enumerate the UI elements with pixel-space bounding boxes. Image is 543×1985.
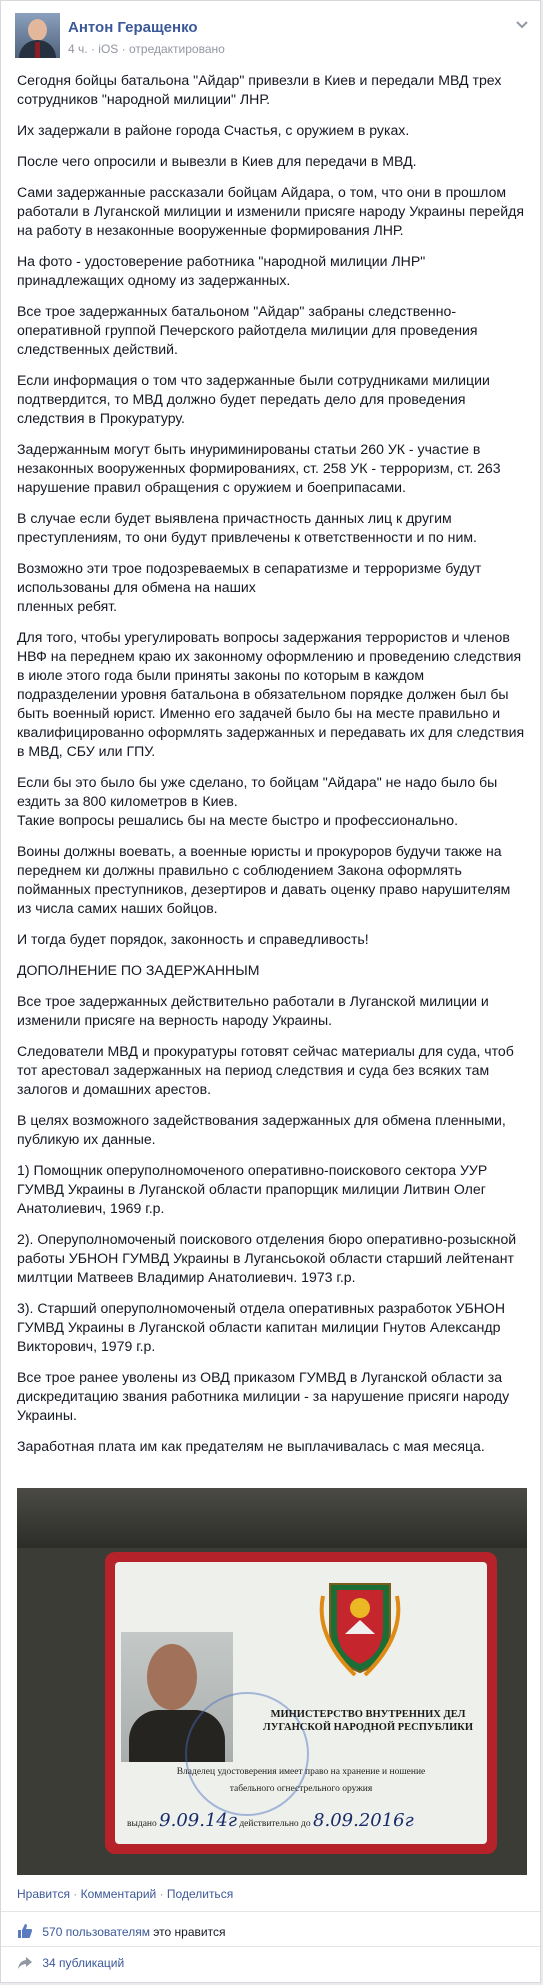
id-text-line: табельного огнестрельного оружия (229, 1784, 373, 1794)
valid-label: действительно до (239, 1819, 311, 1829)
id-text-line: Владелец удостоверения имеет право на хранение и ношение (176, 1767, 426, 1777)
like-button[interactable]: Нравится (17, 1887, 70, 1901)
shares-summary[interactable] (17, 1956, 124, 1970)
id-dates (127, 1810, 483, 1831)
valid-date: 8.09.2016г (313, 1810, 414, 1831)
id-card (105, 1552, 497, 1854)
post-paragraph: Если информация о том что задержанные были сотрудниками милиции подтвердится, то МВД должно будет передать дело для проведения следствия в Прокуратуру. (17, 372, 490, 426)
post-paragraph: Все трое задержанных батальоном "Айдар" забраны следственно-оперативной группой Печерского райотдела милиции для проведения следственных действий. (17, 303, 478, 357)
post-paragraph: Задержанным могут быть инуриминированы статьи 260 УК - участие в незаконных вооруженных формированиях, ст. 258 УК - терроризм, ст. 263 нарушение правил обращения с оружием и боеприпасами. (17, 441, 501, 495)
share-icon (17, 1956, 33, 1970)
likes-count[interactable]: 570 пользователям (42, 1925, 150, 1939)
share-button[interactable]: Поделиться (166, 1887, 234, 1901)
meta-separator: · (90, 42, 95, 56)
coat-of-arms-icon (315, 1576, 405, 1676)
chevron-down-icon[interactable] (514, 16, 530, 32)
comment-button[interactable]: Комментарий (80, 1887, 157, 1901)
ministry-title: МИНИСТЕРСТВО ВНУТРЕННИХ ДЕЛ ЛУГАНСКОЙ НАРОДНОЙ РЕСПУБЛИКИ (262, 1709, 474, 1733)
post-edited[interactable]: отредактировано (128, 42, 225, 56)
post-paragraph: Для того, чтобы урегулировать вопросы задержания террористов и членов НВФ на переднем краю их законному оформлению и проведению следствия в июле этого года были приняты законы по которым в каждом подразделении уровня батальона в обязательном порядке должен был бы быть военный юрист. Именно его задачей было бы на месте правильно и квалифицированно оформлять задержанных и передавать их для следствия в МВД, СБУ или ГПУ. (17, 629, 525, 759)
shares-count: 34 публикаций (42, 1956, 125, 1970)
action-separator: · (159, 1887, 164, 1901)
post-meta (68, 42, 225, 56)
post-device: iOS (98, 42, 119, 56)
post-paragraph: 3). Старший оперуполномоченый отдела оперативных разработок УБНОН ГУМВД Украины в Луганской области капитан милиции Гнутов Александр Викторович, 1979 г.р. (17, 1300, 506, 1354)
post-body (17, 71, 527, 1468)
post-paragraph: Если бы это было бы уже сделано, то бойцам "Айдара" не надо было бы ездить за 800 километров в Киев. Такие вопросы решались бы на месте быстро и профессионально. (17, 774, 498, 828)
issued-label: выдано (127, 1819, 157, 1829)
post-paragraph: Возможно эти трое подозреваемых в сепаратизме и терроризме будут использованы для обмена на наших пленных ребят. (17, 560, 482, 614)
post-paragraph: В случае если будет выявлена причастность данных лиц к другим преступлениям, то они будут привлечены к ответственности и по ним. (17, 510, 477, 545)
post-paragraph: И тогда будет порядок, законность и справедливость! (17, 931, 369, 947)
avatar[interactable] (15, 13, 60, 58)
post-paragraph: Все трое ранее уволены из ОВД приказом ГУМВД в Луганской области за дискредитацию звания работника милиции - за нарушение присяги народу Украины. (17, 1369, 510, 1423)
post-paragraph: Их задержали в районе города Счастья, с оружием в руках. (17, 122, 410, 138)
action-separator: · (73, 1887, 78, 1901)
likes-summary (17, 1923, 225, 1939)
post-paragraph: Сами задержанные рассказали бойцам Айдара, о том, что они в прошлом работали в Луганской милиции и изменили присяге народу Украины перейдя на работу в незаконные вооруженные формирования ЛНР. (17, 184, 524, 238)
post-paragraph: 1) Помощник оперуполномоченого оперативно-поискового сектора УУР ГУМВД Украины в Луганской области прапорщик милиции Литвин Олег Анатолиевич, 1969 г.р. (17, 1162, 488, 1216)
meta-separator: · (121, 42, 126, 56)
post-paragraph: Все трое задержанных действительно работали в Луганской милиции и изменили присяге на верность народу Украины. (17, 993, 489, 1028)
post-paragraph: Сегодня бойцы батальона "Айдар" привезли в Киев и передали МВД трех сотрудников "народной милиции" ЛНР. (17, 72, 502, 107)
post-paragraph: В целях возможного задействования задержанных для обмена пленными, публикую их данные. (17, 1112, 506, 1147)
post-header (15, 13, 530, 63)
post-time[interactable]: 4 ч. (68, 42, 88, 56)
likes-suffix: это нравится (153, 1925, 226, 1939)
divider (1, 1946, 540, 1947)
post-paragraph: ДОПОЛНЕНИЕ ПО ЗАДЕРЖАННЫМ (17, 962, 260, 978)
post-paragraph: После чего опросили и вывезли в Киев для передачи в МВД. (17, 153, 417, 169)
post-actions (17, 1887, 233, 1901)
author-name[interactable]: Антон Геращенко (68, 19, 198, 36)
post-paragraph: Заработная плата им как предателям не выплачивалась с мая месяца. (17, 1438, 485, 1454)
issued-date: 9.09.14г (159, 1810, 237, 1831)
post-paragraph: Воины должны воевать, а военные юристы и прокуроров будучи также на переднем ки должны правильно с соблюдением Закона оформлять пойманных преступников, дезертиров и давать оценку право нарушителям из числа самих наших бойцов. (17, 843, 511, 916)
post-paragraph: На фото - удостоверение работника "народной милиции ЛНР" принадлежащих одному из задержанных. (17, 253, 426, 288)
post-paragraph: 2). Оперуполномоченый поискового отделения бюро оперативно-розыскной работы УБНОН ГУМВД Украины в Лугансьокой области старший лейтенант милтции Матвеев Владимир Анатолиевич. 1973 г.р. (17, 1231, 517, 1285)
divider (1, 1911, 540, 1912)
post-photo[interactable] (17, 1488, 527, 1875)
thumbs-up-icon (17, 1923, 33, 1939)
post-paragraph: Следователи МВД и прокуратуры готовят сейчас материалы для суда, чтоб тот арестовал задержанных на период следствия и суда без всяких там залогов и домашних арестов. (17, 1043, 514, 1097)
